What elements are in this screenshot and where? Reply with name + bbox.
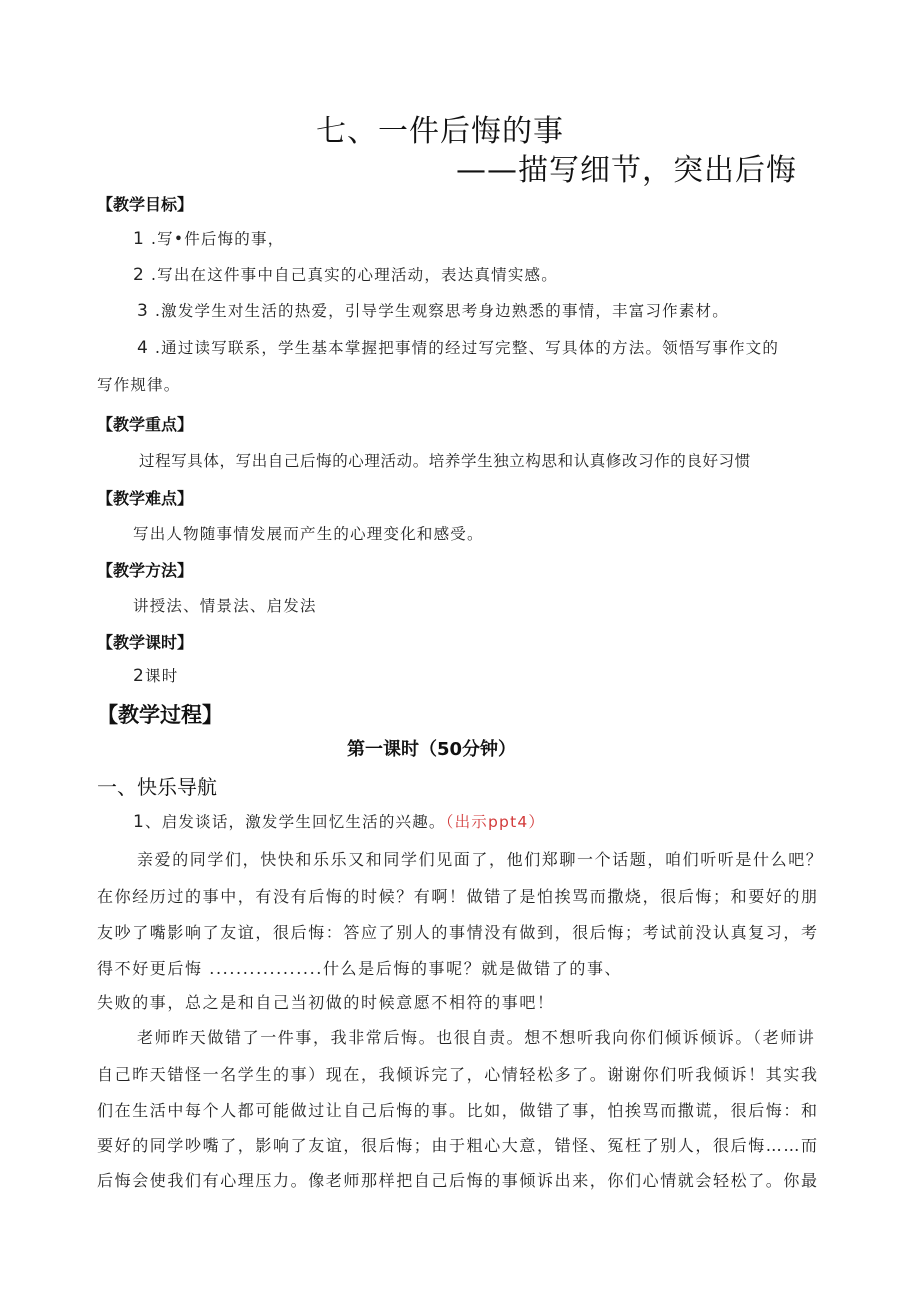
hours-unit: 课时 [145,667,179,685]
para1-line: 得不好更后悔 .................什么是后悔的事呢？就是做错了的事、 [97,959,623,978]
step-num: 1 [133,812,146,832]
para2-line: 要好的同学吵嘴了，影响了友谊，很后悔；由于粗心大意，错怪、冤枉了别人，很后悔……而 [97,1136,819,1155]
para1-line: 失败的事，总之是和自己当初做的时候意愿不相符的事吧！ [97,993,555,1012]
hours-num: 2 [133,666,146,686]
objective-item-1 [133,227,284,249]
step-1 [133,810,545,832]
difficulties-heading: 【教学难点】 [97,489,194,508]
objective-item-2 [133,263,558,285]
key-points-text: 过程写具体，写出自己后悔的心理活动。培养学生独立构思和认真修改习作的良好习惯 [139,452,751,470]
objective-text: .通过读写联系，学生基本掌握把事情的经过写完整、写具体的方法。领悟写事作文的 [155,339,780,357]
page-subtitle: ——描写细节，突出后悔 [456,153,797,188]
objectives-heading: 【教学目标】 [97,195,194,214]
para1-line: 友吵了嘴影响了友谊，很后悔：答应了别人的事情没有做到，很后悔；考试前没认真复习，考 [97,923,819,942]
para2-line: 自己昨天错怪一名学生的事）现在，我倾诉完了，心情轻松多了。谢谢你们听我倾诉！其实我 [97,1065,819,1084]
lesson-title: 第一课时（50分钟） [347,739,517,760]
para2-line: 后悔会使我们有心理压力。像老师那样把自己后悔的事倾诉出来，你们心情就会轻松了。你最 [97,1171,819,1190]
section-title: 一、快乐导航 [97,775,217,799]
ppt-note: （出示ppt4） [445,813,546,831]
para1-line: 在你经历过的事中，有没有后悔的时候？有啊！做错了是怕挨骂而撒烧，很后悔；和要好的朋 [97,887,819,906]
objective-num: 4 [137,338,150,358]
difficulties-text: 写出人物随事情发展而产生的心理变化和感受。 [133,525,484,543]
step-text: 、启发谈话，激发学生回忆生活的兴趣。 [145,813,446,831]
objective-num: 1 [133,229,146,249]
objective-item-3 [137,299,729,321]
para1-line: 亲爱的同学们，快快和乐乐又和同学们见面了，他们郑聊一个话题，咱们听听是什么吧？ [137,850,824,869]
para2-line: 老师昨天做错了一件事，我非常后悔。也很自责。想不想听我向你们倾诉倾诉。（老师讲 [137,1028,816,1047]
objective-text: .写出在这件事中自己真实的心理活动，表达真情实感。 [151,266,558,284]
hours-heading: 【教学课时】 [97,633,194,652]
methods-text: 讲授法、情景法、启发法 [133,597,317,615]
process-heading: 【教学过程】 [97,703,223,727]
objective-num: 3 [137,301,150,321]
objective-num: 2 [133,265,146,285]
objective-item-4-cont: 写作规律。 [97,376,181,394]
para2-line: 们在生活中每个人都可能做过让自己后悔的事。比如，做错了事，怕挨骂而撒谎，很后悔：和 [97,1101,819,1120]
page-title: 七、一件后悔的事 [316,114,564,149]
objective-item-4 [137,336,779,358]
methods-heading: 【教学方法】 [97,561,194,580]
objective-text: .激发学生对生活的热爱，引导学生观察思考身边熟悉的事情，丰富习作素材。 [155,302,729,320]
objective-text: .写•件后悔的事， [151,230,285,248]
key-points-heading: 【教学重点】 [97,415,194,434]
hours-text [133,664,178,686]
